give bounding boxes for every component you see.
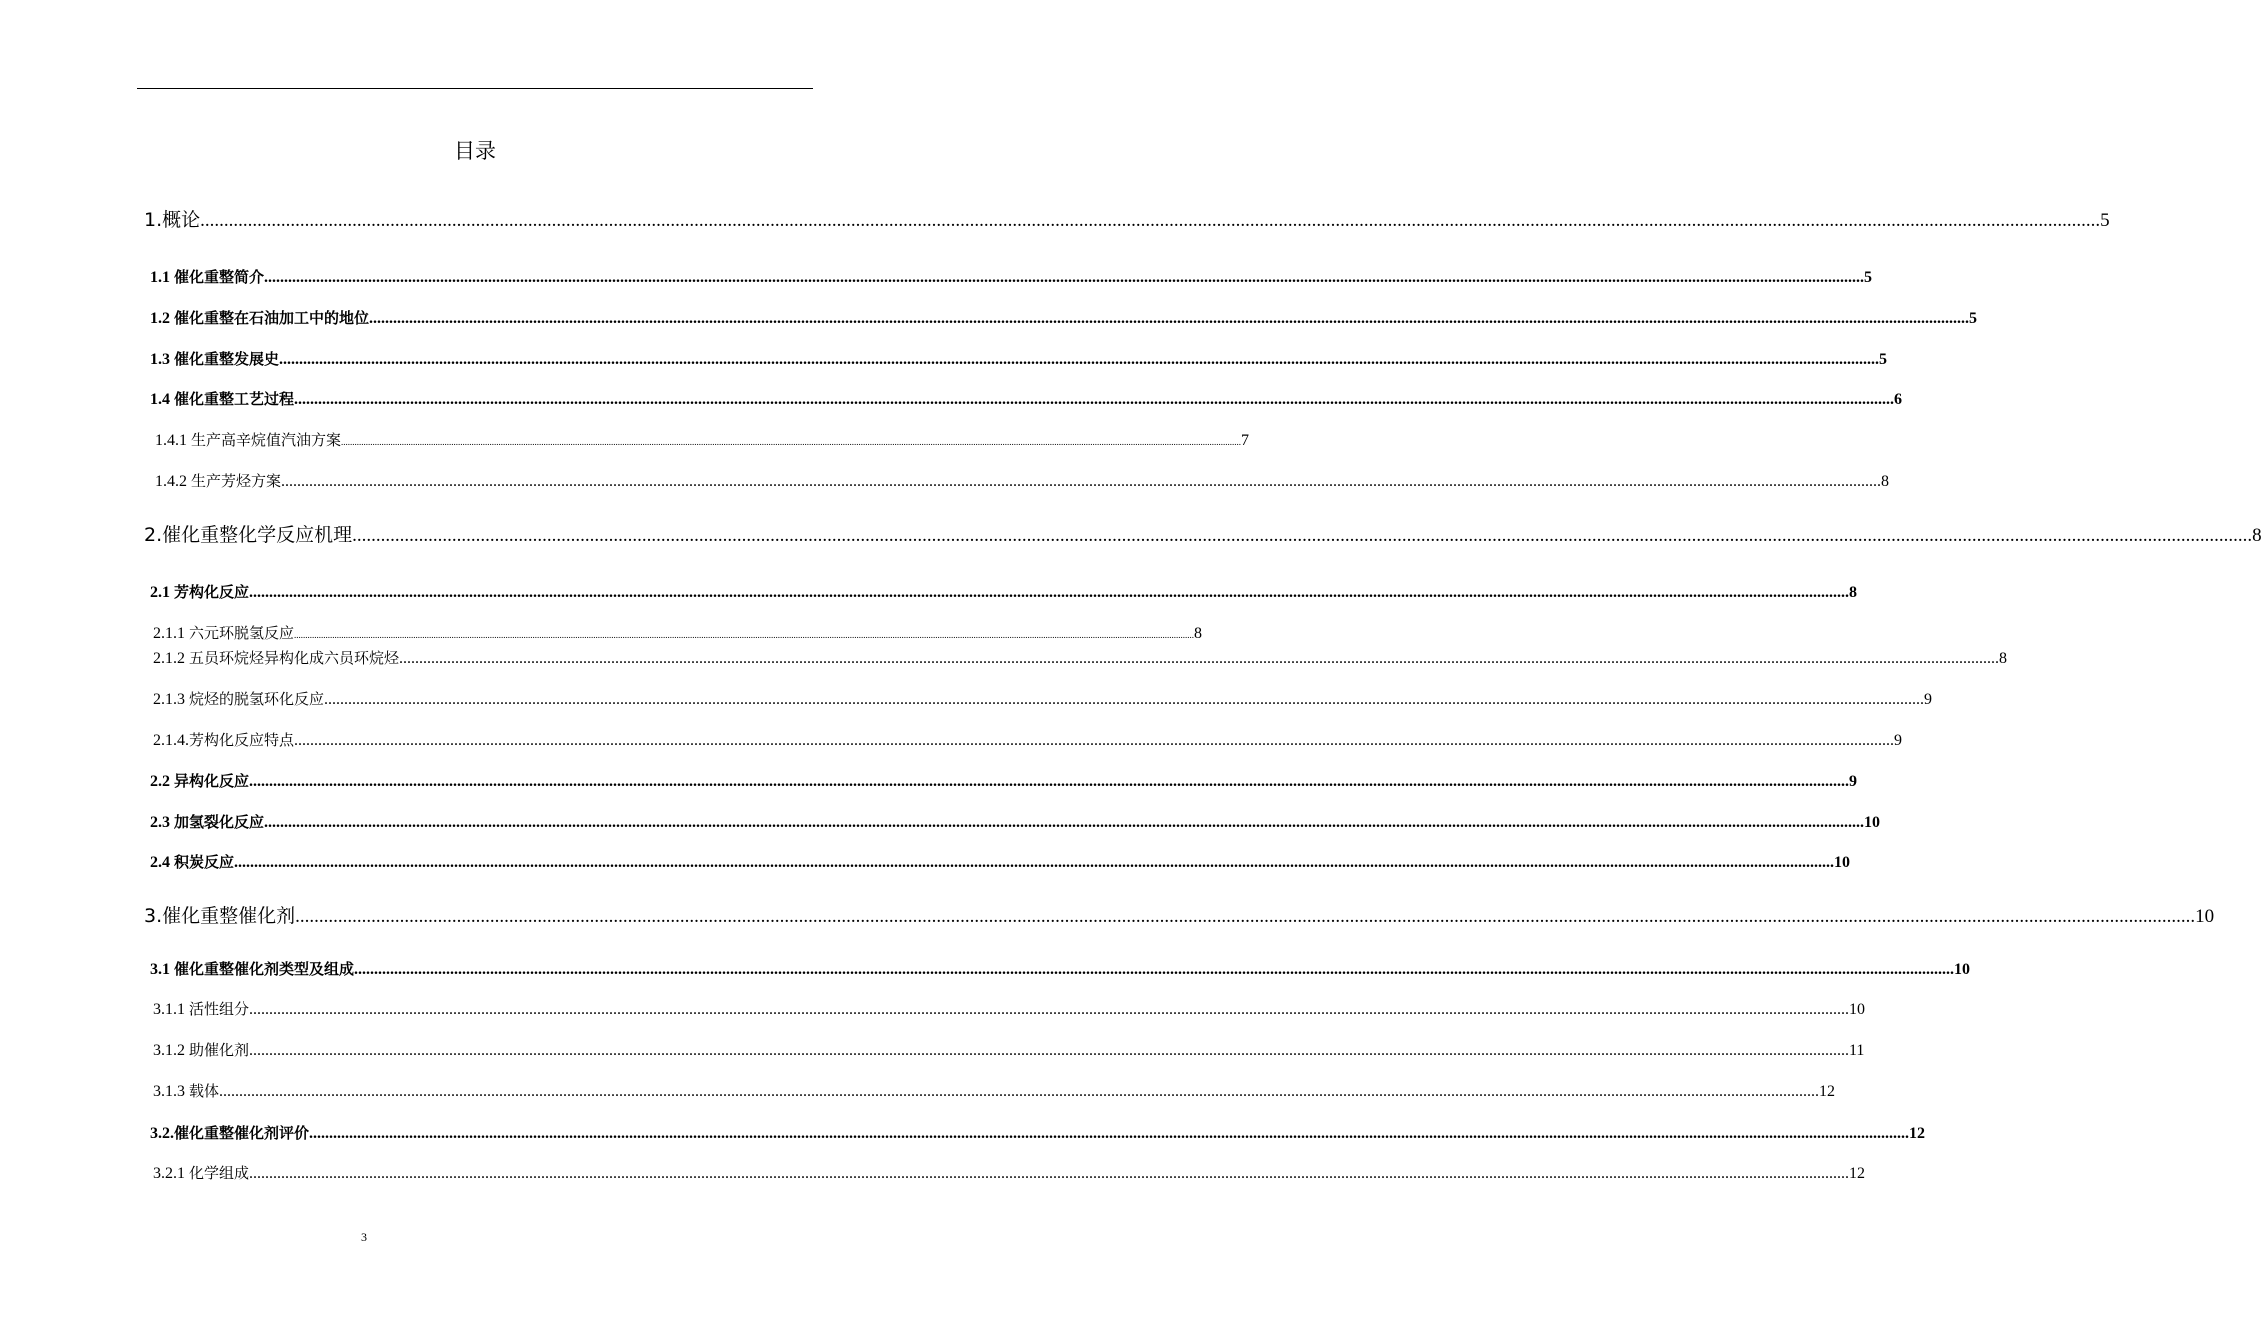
toc-entry-text: 活性组分 [189, 1000, 250, 1018]
toc-entry-label [153, 647, 399, 670]
toc-entry[interactable] [144, 522, 2262, 549]
toc-leader-dots: ................................................................................................................................................................................................................................................................................................................................................................................................................ [249, 1165, 1850, 1182]
toc-entry-label [144, 522, 352, 548]
toc-entry-label [150, 811, 264, 834]
toc-entry-page: 7 [1241, 432, 1250, 449]
toc-entry[interactable] [150, 266, 1873, 289]
toc-entry-text: 催化重整发展史 [174, 350, 280, 368]
toc-leader-dots: ................................................................................................................................................................................................................................................................................................................................................................................................................ [369, 310, 1970, 327]
toc-entry-page: 11 [1849, 1042, 1865, 1059]
toc-leader-dots: ................................................................................................................................................................................................................................................................................................................................................................................................................ [249, 584, 1850, 601]
toc-entry-text: 催化重整工艺过程 [174, 390, 295, 408]
toc-entry[interactable] [153, 729, 1903, 752]
toc-entry-page: 12 [1909, 1125, 1926, 1142]
toc-entry-page: 10 [2195, 906, 2215, 927]
toc-entry-page: 10 [1954, 961, 1971, 978]
toc-entry-label [153, 1080, 219, 1103]
toc-entry-label [153, 622, 294, 645]
toc-entry-number: 3.1.1 [153, 1001, 189, 1018]
toc-entry-number: 3.2.1 [153, 1165, 189, 1182]
toc-entry-page: 12 [1819, 1083, 1836, 1100]
toc-leader-dots: ................................................................................................................................................................................................................................................................................................................................................................................................................ [249, 1001, 1850, 1018]
toc-entry-page: 5 [1879, 351, 1888, 368]
toc-entry-label [155, 470, 281, 493]
toc-entry-number: 1.4 [150, 391, 174, 408]
toc-entry-label [150, 266, 264, 289]
toc-entry-label [153, 1039, 249, 1062]
toc-entry-text: 催化重整催化剂评价 [174, 1124, 310, 1142]
toc-leader-dots: ................................................................................................................................................................................................................................................................................................................................................................................................................ [294, 630, 1195, 640]
toc-entry-number: 2.1.2 [153, 650, 189, 667]
toc-entry-page: 10 [1834, 854, 1851, 871]
toc-entry-text: 化学组成 [189, 1164, 250, 1182]
toc-entry-number: 3.1.3 [153, 1083, 189, 1100]
toc-entry-page: 9 [1849, 773, 1858, 790]
toc-entry-label [153, 688, 324, 711]
toc-entry-text: 芳构化反应特点 [189, 731, 295, 749]
toc-entry-text: 异构化反应 [174, 772, 250, 790]
toc-entry[interactable] [153, 647, 2008, 670]
toc-entry[interactable] [153, 622, 1203, 646]
toc-leader-dots: ................................................................................................................................................................................................................................................................................................................................................................................................................ [294, 391, 1895, 408]
toc-entry-text: 助催化剂 [189, 1041, 250, 1059]
toc-entry[interactable] [150, 770, 1858, 793]
toc-entry[interactable] [150, 307, 1978, 330]
toc-entry-label [144, 207, 200, 233]
toc-entry-page: 10 [1849, 1001, 1866, 1018]
toc-entry[interactable] [153, 998, 1866, 1021]
toc-entry-text: 概论 [162, 209, 201, 231]
toc-leader-dots: ................................................................................................................................................................................................................................................................................................................................................................................................................ [341, 437, 1242, 447]
toc-leader-dots: ................................................................................................................................................................................................................................................................................................................................................................................................................ [354, 961, 1955, 978]
toc-entry-number: 2.4 [150, 854, 174, 871]
toc-leader-dots: ................................................................................................................................................................................................................................................................................................................................................................................................................ [324, 691, 1925, 708]
toc-leader-dots: ................................................................................................................................................................................................................................................................................................................................................................................................................ [264, 269, 1865, 286]
toc-entry[interactable] [153, 1162, 1866, 1185]
toc-entry[interactable] [150, 348, 1888, 371]
toc-entry-page: 8 [2252, 525, 2262, 546]
toc-entry-page: 5 [2100, 210, 2110, 231]
toc-leader-dots: ................................................................................................................................................................................................................................................................................................................................................................................................................ [295, 906, 2196, 927]
toc-entry-page: 8 [1999, 650, 2008, 667]
toc-entry-page: 9 [1924, 691, 1933, 708]
toc-entry[interactable] [144, 207, 2110, 234]
toc-leader-dots: ................................................................................................................................................................................................................................................................................................................................................................................................................ [279, 351, 1880, 368]
toc-entry-page: 12 [1849, 1165, 1866, 1182]
header-rule [137, 88, 813, 89]
toc-entry-label [150, 388, 294, 411]
toc-entry-number: 2.1 [150, 584, 174, 601]
toc-leader-dots: ................................................................................................................................................................................................................................................................................................................................................................................................................ [249, 1042, 1850, 1059]
toc-entry-number: 2.3 [150, 814, 174, 831]
toc-entry-page: 8 [1881, 473, 1890, 490]
toc-entry-label [153, 729, 294, 752]
toc-entry[interactable] [153, 1080, 1836, 1103]
toc-entry-label [150, 348, 279, 371]
toc-entry-number: 1.4.1 [155, 432, 191, 449]
toc-leader-dots: ................................................................................................................................................................................................................................................................................................................................................................................................................ [399, 650, 2000, 667]
toc-entry-number: 3.2. [150, 1125, 174, 1142]
toc-leader-dots: ................................................................................................................................................................................................................................................................................................................................................................................................................ [249, 773, 1850, 790]
toc-entry[interactable] [150, 811, 1881, 834]
toc-entry-number: 1.3 [150, 351, 174, 368]
toc-entry-text: 烷烃的脱氢环化反应 [189, 690, 325, 708]
toc-leader-dots: ................................................................................................................................................................................................................................................................................................................................................................................................................ [200, 210, 2101, 231]
toc-entry-number: 2.2 [150, 773, 174, 790]
toc-entry-label [150, 770, 249, 793]
toc-title: 目录 [454, 139, 496, 163]
toc-entry[interactable] [150, 388, 1903, 411]
toc-entry[interactable] [144, 903, 2215, 930]
toc-entry-text: 五员环烷烃异构化成六员环烷烃 [189, 649, 400, 667]
toc-entry[interactable] [150, 581, 1858, 604]
toc-entry-label [155, 429, 341, 452]
toc-entry-label [153, 1162, 249, 1185]
toc-entry-text: 催化重整催化剂类型及组成 [174, 960, 355, 978]
toc-entry[interactable] [153, 688, 1933, 711]
toc-entry-text: 催化重整在石油加工中的地位 [174, 309, 370, 327]
toc-entry-text: 芳构化反应 [174, 583, 250, 601]
toc-leader-dots: ................................................................................................................................................................................................................................................................................................................................................................................................................ [281, 473, 1882, 490]
toc-entry-text: 加氢裂化反应 [174, 813, 265, 831]
toc-entry-label [153, 998, 249, 1021]
toc-entry-label [150, 1122, 309, 1145]
toc-entry-page: 6 [1894, 391, 1903, 408]
toc-entry-text: 生产芳烃方案 [191, 472, 282, 490]
toc-entry-number: 2. [144, 524, 163, 546]
toc-entry-number: 2.1.1 [153, 625, 189, 642]
toc-entry-label [150, 851, 234, 874]
toc-entry-number: 3.1.2 [153, 1042, 189, 1059]
toc-entry-text: 催化重整化学反应机理 [162, 524, 353, 546]
toc-entry-text: 积炭反应 [174, 853, 235, 871]
toc-entry[interactable] [150, 851, 1851, 874]
toc-entry-text: 催化重整简介 [174, 268, 265, 286]
toc-leader-dots: ................................................................................................................................................................................................................................................................................................................................................................................................................ [264, 814, 1865, 831]
toc-entry-number: 1.1 [150, 269, 174, 286]
toc-entry-label [150, 307, 369, 330]
toc-entry-label [150, 958, 354, 981]
page-number: 3 [361, 1230, 367, 1244]
toc-leader-dots: ................................................................................................................................................................................................................................................................................................................................................................................................................ [294, 732, 1895, 749]
toc-entry-page: 9 [1894, 732, 1903, 749]
toc-entry-number: 1.4.2 [155, 473, 191, 490]
toc-entry-page: 8 [1194, 625, 1203, 642]
toc-leader-dots: ................................................................................................................................................................................................................................................................................................................................................................................................................ [352, 525, 2253, 546]
toc-entry-number: 1. [144, 209, 163, 231]
toc-entry-text: 六元环脱氢反应 [189, 624, 295, 642]
toc-entry-page: 5 [1969, 310, 1978, 327]
toc-entry-label [150, 581, 249, 604]
toc-leader-dots: ................................................................................................................................................................................................................................................................................................................................................................................................................ [234, 854, 1835, 871]
toc-entry-number: 2.1.3 [153, 691, 189, 708]
toc-entry-number: 3. [144, 905, 163, 927]
toc-entry-label [144, 903, 295, 929]
toc-entry-number: 2.1.4. [153, 732, 189, 749]
toc-entry-text: 载体 [189, 1082, 220, 1100]
toc-entry-page: 8 [1849, 584, 1858, 601]
toc-entry-number: 3.1 [150, 961, 174, 978]
toc-leader-dots: ................................................................................................................................................................................................................................................................................................................................................................................................................ [219, 1083, 1820, 1100]
toc-entry[interactable] [155, 429, 1250, 453]
toc-entry[interactable] [150, 958, 1971, 981]
toc-entry-page: 10 [1864, 814, 1881, 831]
toc-leader-dots: ................................................................................................................................................................................................................................................................................................................................................................................................................ [309, 1125, 1910, 1142]
toc-entry[interactable] [155, 470, 1890, 493]
toc-entry-text: 催化重整催化剂 [162, 905, 296, 927]
toc-entry-page: 5 [1864, 269, 1873, 286]
toc-entry-text: 生产高辛烷值汽油方案 [191, 431, 342, 449]
toc-entry[interactable] [153, 1039, 1865, 1062]
toc-entry[interactable] [150, 1122, 1926, 1145]
toc-entry-number: 1.2 [150, 310, 174, 327]
